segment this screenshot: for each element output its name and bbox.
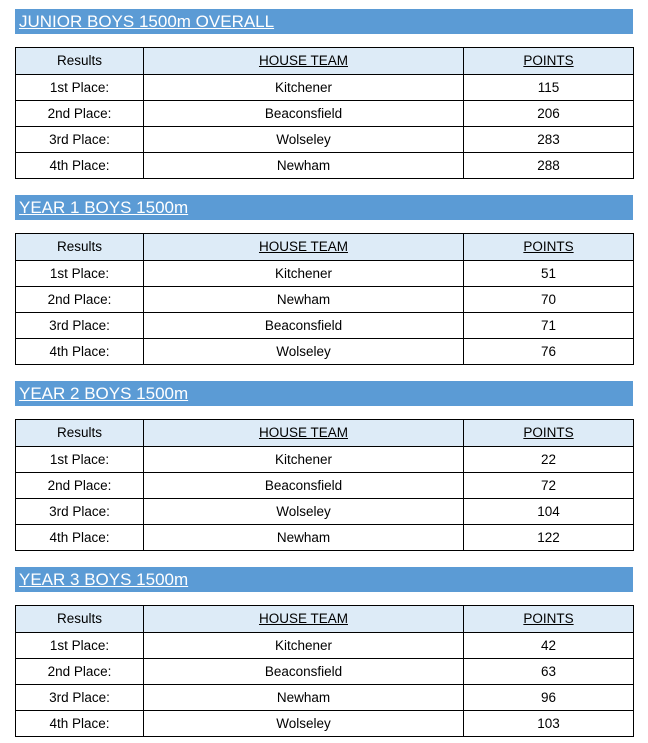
table-header-row <box>16 606 634 633</box>
points-cell: 96 <box>464 685 634 711</box>
table-row <box>16 101 634 127</box>
table-header-row <box>16 420 634 447</box>
points-column-header: POINTS <box>464 606 634 633</box>
place-cell: 3rd Place: <box>16 499 144 525</box>
place-cell: 3rd Place: <box>16 685 144 711</box>
team-cell: Kitchener <box>144 261 464 287</box>
table-row <box>16 153 634 179</box>
points-cell: 206 <box>464 101 634 127</box>
results-table <box>15 419 634 551</box>
team-cell: Kitchener <box>144 75 464 101</box>
results-column-header: Results <box>16 48 144 75</box>
place-cell: 1st Place: <box>16 633 144 659</box>
results-section-junior-overall <box>15 9 633 173</box>
points-column-header: POINTS <box>464 234 634 261</box>
house-team-column-header: HOUSE TEAM <box>144 234 464 261</box>
section-title: YEAR 3 BOYS 1500m <box>15 567 633 592</box>
team-cell: Beaconsfield <box>144 313 464 339</box>
team-cell: Wolseley <box>144 339 464 365</box>
house-team-column-header: HOUSE TEAM <box>144 606 464 633</box>
results-table <box>15 47 634 179</box>
points-cell: 115 <box>464 75 634 101</box>
table-row <box>16 313 634 339</box>
table-row <box>16 339 634 365</box>
place-cell: 4th Place: <box>16 339 144 365</box>
points-cell: 76 <box>464 339 634 365</box>
table-row <box>16 261 634 287</box>
results-column-header: Results <box>16 420 144 447</box>
table-row <box>16 127 634 153</box>
team-cell: Newham <box>144 525 464 551</box>
table-header-row <box>16 48 634 75</box>
table-header-row <box>16 234 634 261</box>
results-section-year-3 <box>15 567 633 731</box>
table-row <box>16 659 634 685</box>
section-title: YEAR 2 BOYS 1500m <box>15 381 633 406</box>
team-cell: Newham <box>144 287 464 313</box>
section-title: YEAR 1 BOYS 1500m <box>15 195 633 220</box>
house-team-column-header: HOUSE TEAM <box>144 420 464 447</box>
place-cell: 1st Place: <box>16 447 144 473</box>
team-cell: Wolseley <box>144 499 464 525</box>
points-cell: 70 <box>464 287 634 313</box>
team-cell: Beaconsfield <box>144 473 464 499</box>
place-cell: 3rd Place: <box>16 127 144 153</box>
team-cell: Beaconsfield <box>144 101 464 127</box>
table-row <box>16 525 634 551</box>
team-cell: Kitchener <box>144 447 464 473</box>
results-table <box>15 605 634 737</box>
place-cell: 2nd Place: <box>16 659 144 685</box>
place-cell: 3rd Place: <box>16 313 144 339</box>
points-column-header: POINTS <box>464 420 634 447</box>
points-column-header: POINTS <box>464 48 634 75</box>
place-cell: 1st Place: <box>16 261 144 287</box>
points-cell: 103 <box>464 711 634 737</box>
house-team-column-header: HOUSE TEAM <box>144 48 464 75</box>
table-row <box>16 75 634 101</box>
place-cell: 4th Place: <box>16 711 144 737</box>
points-cell: 51 <box>464 261 634 287</box>
table-row <box>16 447 634 473</box>
place-cell: 1st Place: <box>16 75 144 101</box>
team-cell: Wolseley <box>144 127 464 153</box>
results-section-year-1 <box>15 195 633 359</box>
results-column-header: Results <box>16 234 144 261</box>
section-title: JUNIOR BOYS 1500m OVERALL <box>15 9 633 34</box>
place-cell: 4th Place: <box>16 525 144 551</box>
points-cell: 288 <box>464 153 634 179</box>
team-cell: Wolseley <box>144 711 464 737</box>
points-cell: 122 <box>464 525 634 551</box>
team-cell: Beaconsfield <box>144 659 464 685</box>
team-cell: Kitchener <box>144 633 464 659</box>
team-cell: Newham <box>144 153 464 179</box>
points-cell: 22 <box>464 447 634 473</box>
table-row <box>16 473 634 499</box>
place-cell: 2nd Place: <box>16 287 144 313</box>
table-row <box>16 685 634 711</box>
table-row <box>16 287 634 313</box>
points-cell: 71 <box>464 313 634 339</box>
place-cell: 2nd Place: <box>16 101 144 127</box>
table-row <box>16 711 634 737</box>
table-row <box>16 633 634 659</box>
points-cell: 104 <box>464 499 634 525</box>
place-cell: 4th Place: <box>16 153 144 179</box>
results-column-header: Results <box>16 606 144 633</box>
place-cell: 2nd Place: <box>16 473 144 499</box>
points-cell: 283 <box>464 127 634 153</box>
table-row <box>16 499 634 525</box>
team-cell: Newham <box>144 685 464 711</box>
results-table <box>15 233 634 365</box>
results-section-year-2 <box>15 381 633 545</box>
points-cell: 72 <box>464 473 634 499</box>
points-cell: 42 <box>464 633 634 659</box>
points-cell: 63 <box>464 659 634 685</box>
